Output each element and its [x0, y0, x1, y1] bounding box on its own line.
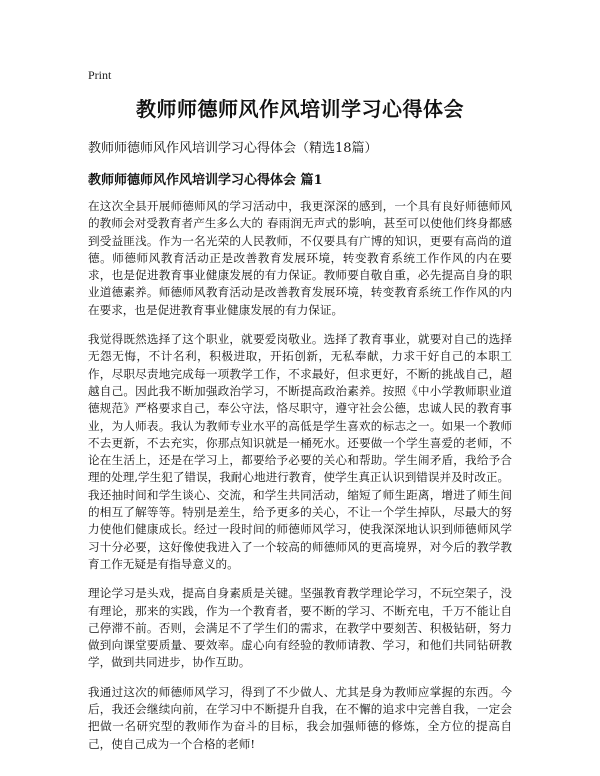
section-heading: 教师师德师风作风培训学习心得体会 篇1 — [88, 173, 323, 188]
print-link[interactable]: Print — [88, 68, 112, 82]
paragraph-1: 在这次全县开展师德师风的学习活动中，我更深深的感到，一个具有良好师德师风的教师会对受教育者产生多么大的 春雨润无声式的影响，甚至可以使他们终身都感到受益匪浅。作为一名光荣的人民教师，不仅要具有广博的知识，更要有高尚的道德。师德师风教育活动正是改善教育发展环境，转变教育系统工作作风的内在要求，也是促进教育事业健康发展的有力保证。教师要自敬自重，必先提高自身的职业道德素养。师德师风教育活动是改善教育发展环境，转变教育系统工作作风的内在要求，也是促进教育事业健康发展的有力保证。 — [88, 199, 512, 317]
page-title: 教师师德师风作风培训学习心得体会 — [136, 97, 464, 121]
paragraph-2: 我觉得既然选择了这个职业，就要爱岗敬业。选择了教育事业，就要对自己的选择无怨无悔，不计名利，积极进取，开拓创新，无私奉献，力求干好自己的本职工作，尽职尽责地完成每一项教学工作，不求最好，但求更好，不断的挑战自己，超越自己。因此我不断加强政治学习，不断提高政治素养。按照《中小学教师职业道德规范》严格要求自己，奉公守法，恪尽职守，遵守社会公德，忠诚人民的教育事业，为人师表。我认为教师专业水平的高低是学生喜欢的标志之一。如果一个教师不去更新，不去充实，你那点知识就是一桶死水。还要做一个学生喜爱的老师，不论在生活上，还是在学习上，都要给予必要的关心和帮助。学生闹矛盾，我给予合理的处理,学生犯了错误，我耐心地进行教育，使学生真正认识到错误并及时改正。 — [88, 332, 512, 485]
paragraph-3: 我还抽时间和学生谈心、交流，和学生共同活动，缩短了师生距离，增进了师生间的相互了解等等。特别是差生，给予更多的关心，不让一个学生掉队，尽最大的努力使他们健康成长。经过一段时间的师德师风学习，使我深深地认识到师德师风学习十分必要，这好像使我进入了一个较高的师德师风的更高境界，对今后的教学教育工作无疑是有指导意义的。 — [88, 487, 512, 571]
paragraph-4: 理论学习是头戏，提高自身素质是关键。坚强教育教学理论学习，不玩空架子，没有理论，那来的实践，作为一个教育者，要不断的学习、不断充电，千万不能让自己停滞不前。否则，会满足不了学生们的需求，在教学中要刻苦、积极钻研，努力做到向课堂要质量、要效率。虚心向有经验的教师请教、学习，和他们共同钻研教学，做到共同进步，协作互助。 — [88, 586, 512, 670]
document-subtitle: 教师师德师风作风培训学习心得体会（精选18篇） — [88, 141, 378, 156]
paragraph-5: 我通过这次的师德师风学习，得到了不少做人、尤其是身为教师应掌握的东西。今后，我还会继续向前，在学习中不断提升自我，在不懈的追求中完善自我，一定会把做一名研究型的教师作为奋斗的目标，我会加强师德的修炼，全方位的提高自己，使自己成为一个合格的老师! — [88, 684, 512, 751]
